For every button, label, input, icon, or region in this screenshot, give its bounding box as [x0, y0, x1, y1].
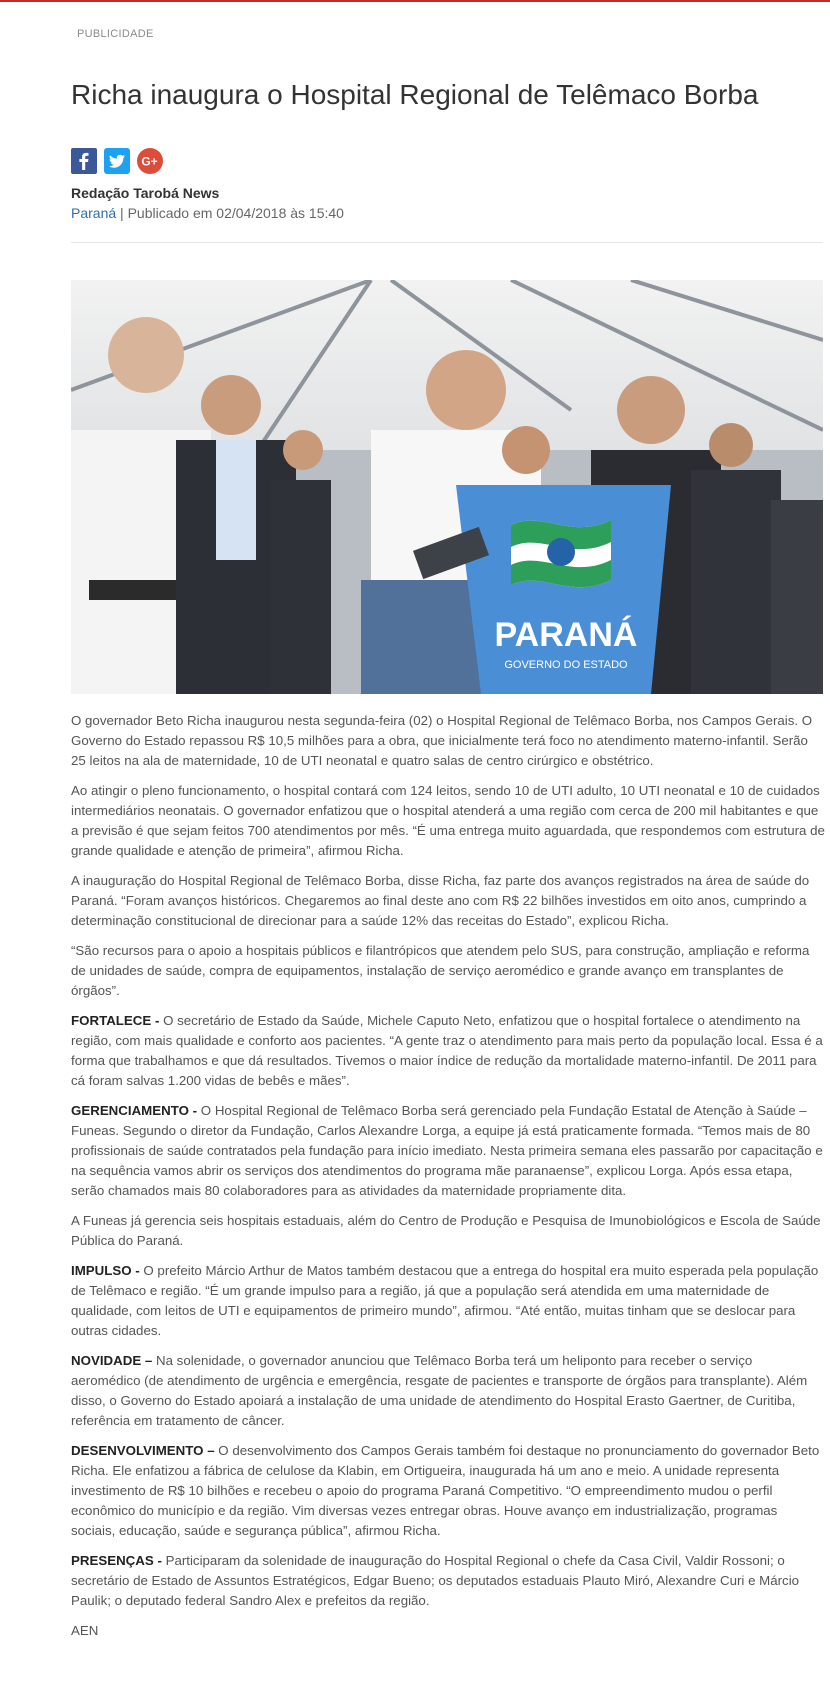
event-photo-illustration: [71, 280, 823, 694]
author-name: Redação Tarobá News: [71, 185, 220, 201]
twitter-icon: [104, 148, 130, 174]
section-text: O prefeito Márcio Arthur de Matos também destacou que a entrega do hospital era muito esperada pela população de Telêmaco e região. “É um grande impulso para a região, já que a população será atendida em uma maternidade de qualidade, com leitos de UTI e equipamentos de primeiro mundo”, afirmou. “Até então, muitas tinham que se deslocar para outras cidades.: [71, 1263, 819, 1338]
category-link[interactable]: Paraná: [71, 205, 117, 221]
article-photo: [71, 280, 823, 694]
svg-text:G+: G+: [141, 154, 158, 169]
article-body: [71, 711, 825, 1651]
podium-logo-text: PARANÁ: [494, 616, 638, 654]
advertising-label: PUBLICIDADE: [77, 28, 154, 40]
facebook-icon: [71, 148, 97, 174]
divider: [71, 242, 823, 243]
section-novidade: [71, 1351, 825, 1431]
section-text: A Funeas já gerencia seis hospitais estaduais, além do Centro de Produção e Pesquisa de Imunobiológicos e Escola de Saúde Pública do Paraná.: [71, 1213, 821, 1248]
section-heading: DESENVOLVIMENTO –: [71, 1443, 215, 1458]
section-presencas: [71, 1551, 825, 1611]
google-plus-icon: [137, 148, 163, 174]
podium-logo-subtext: GOVERNO DO ESTADO: [504, 659, 628, 671]
section-desenvolvimento: [71, 1441, 825, 1541]
section-impulso: [71, 1261, 825, 1341]
section-text: O desenvolvimento dos Campos Gerais também foi destaque no pronunciamento do governador Beto Richa. Ele enfatizou a fábrica de celulose da Klabin, em Ortigueira, inaugurada há um ano e meio. A unidade representa investimento de R$ 10 bilhões e recebeu o apoio do programa Paraná Competitivo. “O empreendimento mudou o perfil econômico do município e da região. Vim diversas vezes entregar obras. Houve avanço em industrialização, programas sociais, educação, saúde e segurança pública”, afirmou Richa.: [71, 1443, 820, 1538]
article-source: AEN: [71, 1623, 99, 1638]
section-text: Na solenidade, o governador anunciou que Telêmaco Borba terá um heliponto para receber o serviço aeromédico (de atendimento de urgência e emergência, resgate de pacientes e transporte de órgãos para transplante). Além disso, o Governo do Estado apoiará a instalação de uma unidade de atendimento do Hospital Erasto Gaertner, de Curitiba, referência em tratamento de câncer.: [71, 1353, 808, 1428]
article-paragraph: Ao atingir o pleno funcionamento, o hospital contará com 124 leitos, sendo 10 de UTI adulto, 10 UTI neonatal e 10 de cuidados intermediários neonatais. O governador enfatizou que o hospital atenderá a uma região com cerca de 200 mil habitantes e que a previsão é que sejam feitos 700 atendimentos por mês. “É uma entrega muito aguardada, que respondemos com estrutura de grande qualidade e atenção de primeira”, afirmou Richa.: [71, 783, 825, 858]
section-heading: IMPULSO -: [71, 1263, 140, 1278]
section-heading: NOVIDADE –: [71, 1353, 153, 1368]
share-bar: [71, 148, 163, 174]
article-paragraph: “São recursos para o apoio a hospitais públicos e filantrópicos que atendem pelo SUS, para construção, ampliação e reforma de unidades de saúde, compra de equipamentos, instalação de serviço aeromédico e grande avanço em transplantes de órgãos”.: [71, 943, 810, 998]
article-paragraph: A inauguração do Hospital Regional de Telêmaco Borba, disse Richa, faz parte dos avanços registrados na área de saúde do Paraná. “Foram avanços históricos. Chegaremos ao final deste ano com R$ 22 bilhões investidos em oito anos, cumprindo a determinação constitucional de direcionar para a saúde 12% das receitas do Estado”, explicou Richa.: [71, 873, 810, 928]
article-meta: [71, 205, 344, 221]
meta-separator: |: [120, 205, 124, 221]
section-heading: GERENCIAMENTO -: [71, 1103, 198, 1118]
section-fortalece: [71, 1011, 825, 1091]
article-title: Richa inaugura o Hospital Regional de Telêmaco Borba: [71, 79, 759, 110]
article-paragraph: O governador Beto Richa inaugurou nesta segunda-feira (02) o Hospital Regional de Telêmaco Borba, nos Campos Gerais. O Governo do Estado repassou R$ 10,5 milhões para a obra, que inicialmente terá foco no atendimento materno-infantil. Serão 25 leitos na ala de maternidade, 10 de UTI neonatal e quatro salas de centro cirúrgico e obstétrico.: [71, 713, 813, 768]
section-funeas: [71, 1211, 825, 1251]
section-heading: FORTALECE -: [71, 1013, 160, 1028]
section-text: O Hospital Regional de Telêmaco Borba será gerenciado pela Fundação Estatal de Atenção à Saúde – Funeas. Segundo o diretor da Fundação, Carlos Alexandre Lorga, a equipe já está praticamente formada. “Temos mais de 80 profissionais de saúde contratados pela fundação para início imediato. Nesta primeira semana eles passarão por capacitação e na sequência vamos abrir os serviços dos atendimentos do programa mãe paranaense”, explicou Lorga. Após essa etapa, serão chamados mais 80 colaboradores para as atividades da maternidade propriamente dita.: [71, 1103, 823, 1198]
publish-date: Publicado em 02/04/2018 às 15:40: [127, 205, 344, 221]
section-text: Participaram da solenidade de inauguração do Hospital Regional o chefe da Casa Civil, Valdir Rossoni; o secretário de Estado de Assuntos Estratégicos, Edgar Bueno; os deputados estaduais Plauto Miró, Alexandre Curi e Márcio Paulik; o deputado federal Sandro Alex e prefeitos da região.: [71, 1553, 800, 1608]
section-text: O secretário de Estado da Saúde, Michele Caputo Neto, enfatizou que o hospital fortalece o atendimento na região, com mais qualidade e conforto aos pacientes. “A gente traz o atendimento para mais perto da população local. Essa é a forma que trabalhamos e que dá resultados. Tivemos o maior índice de redução da mortalidade materno-infantil. De 2011 para cá foram salvas 1.200 vidas de bebês e mães”.: [71, 1013, 823, 1088]
facebook-share-button[interactable]: [71, 148, 97, 174]
twitter-share-button[interactable]: [104, 148, 130, 174]
google-plus-share-button[interactable]: [137, 148, 163, 174]
section-heading: PRESENÇAS -: [71, 1553, 162, 1568]
section-gerenciamento: [71, 1101, 825, 1201]
